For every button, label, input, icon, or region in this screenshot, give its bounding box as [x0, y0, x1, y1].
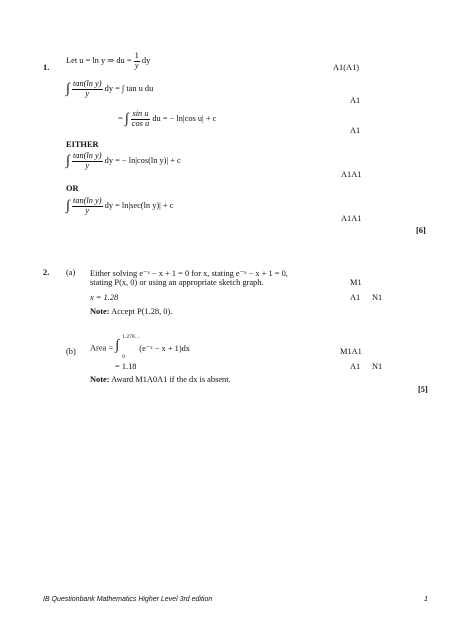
- q1-either-frac: $\frac{\text{tan(ln y)}}{y}$: [72, 151, 102, 170]
- q1-either-label: EITHER: [66, 140, 99, 149]
- q2-mark-b1: M1A1: [340, 347, 362, 356]
- q1-let-text: Let u = ln y ⇒ du =: [66, 56, 132, 66]
- q2-mark-b2a: A1: [350, 362, 361, 371]
- integral-sign-icon: ∫: [66, 153, 70, 169]
- q2-a-note-label: Note:: [90, 307, 110, 316]
- footer-title: IB Questionbank Mathematics Higher Level 3rd edition: [43, 596, 213, 603]
- q2-a-line2: stating P(x, 0) or using an appropriate sketch graph.: [90, 278, 264, 287]
- q1-number: 1.: [43, 63, 50, 72]
- q1-either-tail: dy = − ln|cos(ln y)| + c: [104, 156, 181, 166]
- q1-sub-frac: $\frac{\text{tan(ln y)}}{y}$: [72, 79, 102, 98]
- q1-or-frac: $\frac{\text{tan(ln y)}}{y}$: [72, 196, 102, 215]
- q1-sin-frac: $\frac{\text{sin u}}{\text{cos u}}$: [131, 109, 150, 128]
- q2-mark-a1: M1: [350, 278, 362, 287]
- integral-sign-icon: ∫: [66, 198, 70, 214]
- integral-sign-icon: ∫: [66, 81, 70, 97]
- q1-sin-line: = ∫ $\frac{\text{sin u}}{\text{cos u}}$ du = − ln|cos u| + c: [118, 109, 217, 128]
- q1-or-line: [66, 197, 174, 216]
- q2-b-integrand: (e⁻ˣ − x + 1)dx: [139, 344, 190, 353]
- q2-part-b-label: (b): [66, 347, 76, 356]
- q2-b-upper: 1.278…: [122, 334, 141, 340]
- q1-mark-or: A1A1: [341, 214, 362, 223]
- integral-sign-icon: ∫: [124, 111, 129, 127]
- q1-sub-tail: dy = ∫ tan u du: [104, 84, 154, 94]
- q2-mark-b2b: N1: [372, 362, 383, 371]
- q1-let-tail: dy: [141, 56, 151, 66]
- q2-b-lower: 0: [122, 354, 125, 360]
- q1-mark-sin: A1: [350, 126, 361, 135]
- integral-sign-icon: ∫: [115, 338, 120, 353]
- q1-total: [6]: [416, 226, 426, 235]
- q2-b-area-line: [90, 334, 190, 362]
- q2-a-note: [90, 307, 172, 316]
- q1-let-line: [66, 52, 150, 71]
- q1-either-line: [66, 152, 181, 171]
- q2-b-area: Area =: [90, 343, 114, 353]
- q2-b-note: [90, 375, 231, 384]
- q1-let-frac: $\frac{1}{y}$: [134, 51, 139, 70]
- q2-mark-a2b: N1: [372, 293, 383, 302]
- q2-a-line1: Either solving e⁻ˣ − x + 1 = 0 for x, stating e⁻ˣ − x + 1 = 0,: [90, 269, 288, 278]
- q1-mark-let: A1(A1): [333, 63, 360, 72]
- q1-sin-tail: du = − ln|cos u| + c: [152, 114, 217, 124]
- q1-or-label: OR: [66, 184, 79, 193]
- q2-total: [5]: [418, 385, 428, 394]
- q1-substitution-line: [66, 80, 153, 99]
- q1-mark-either: A1A1: [341, 170, 362, 179]
- q2-b-answer: = 1.18: [115, 362, 137, 371]
- q2-b-note-text: Award M1A0A1 if the dx is absent.: [111, 375, 231, 384]
- q2-b-note-label: Note:: [90, 375, 110, 384]
- footer-page-number: 1: [424, 596, 428, 603]
- q2-mark-a2a: A1: [350, 293, 361, 302]
- q2-a-note-text: Accept P(1.28, 0).: [111, 307, 173, 316]
- q2-part-a-label: (a): [66, 268, 76, 277]
- q1-or-tail: dy = ln|sec(ln y)| + c: [104, 201, 174, 211]
- q2-a-answer: x = 1.28: [90, 293, 119, 302]
- q1-mark-sub: A1: [350, 96, 361, 105]
- q2-number: 2.: [43, 268, 50, 277]
